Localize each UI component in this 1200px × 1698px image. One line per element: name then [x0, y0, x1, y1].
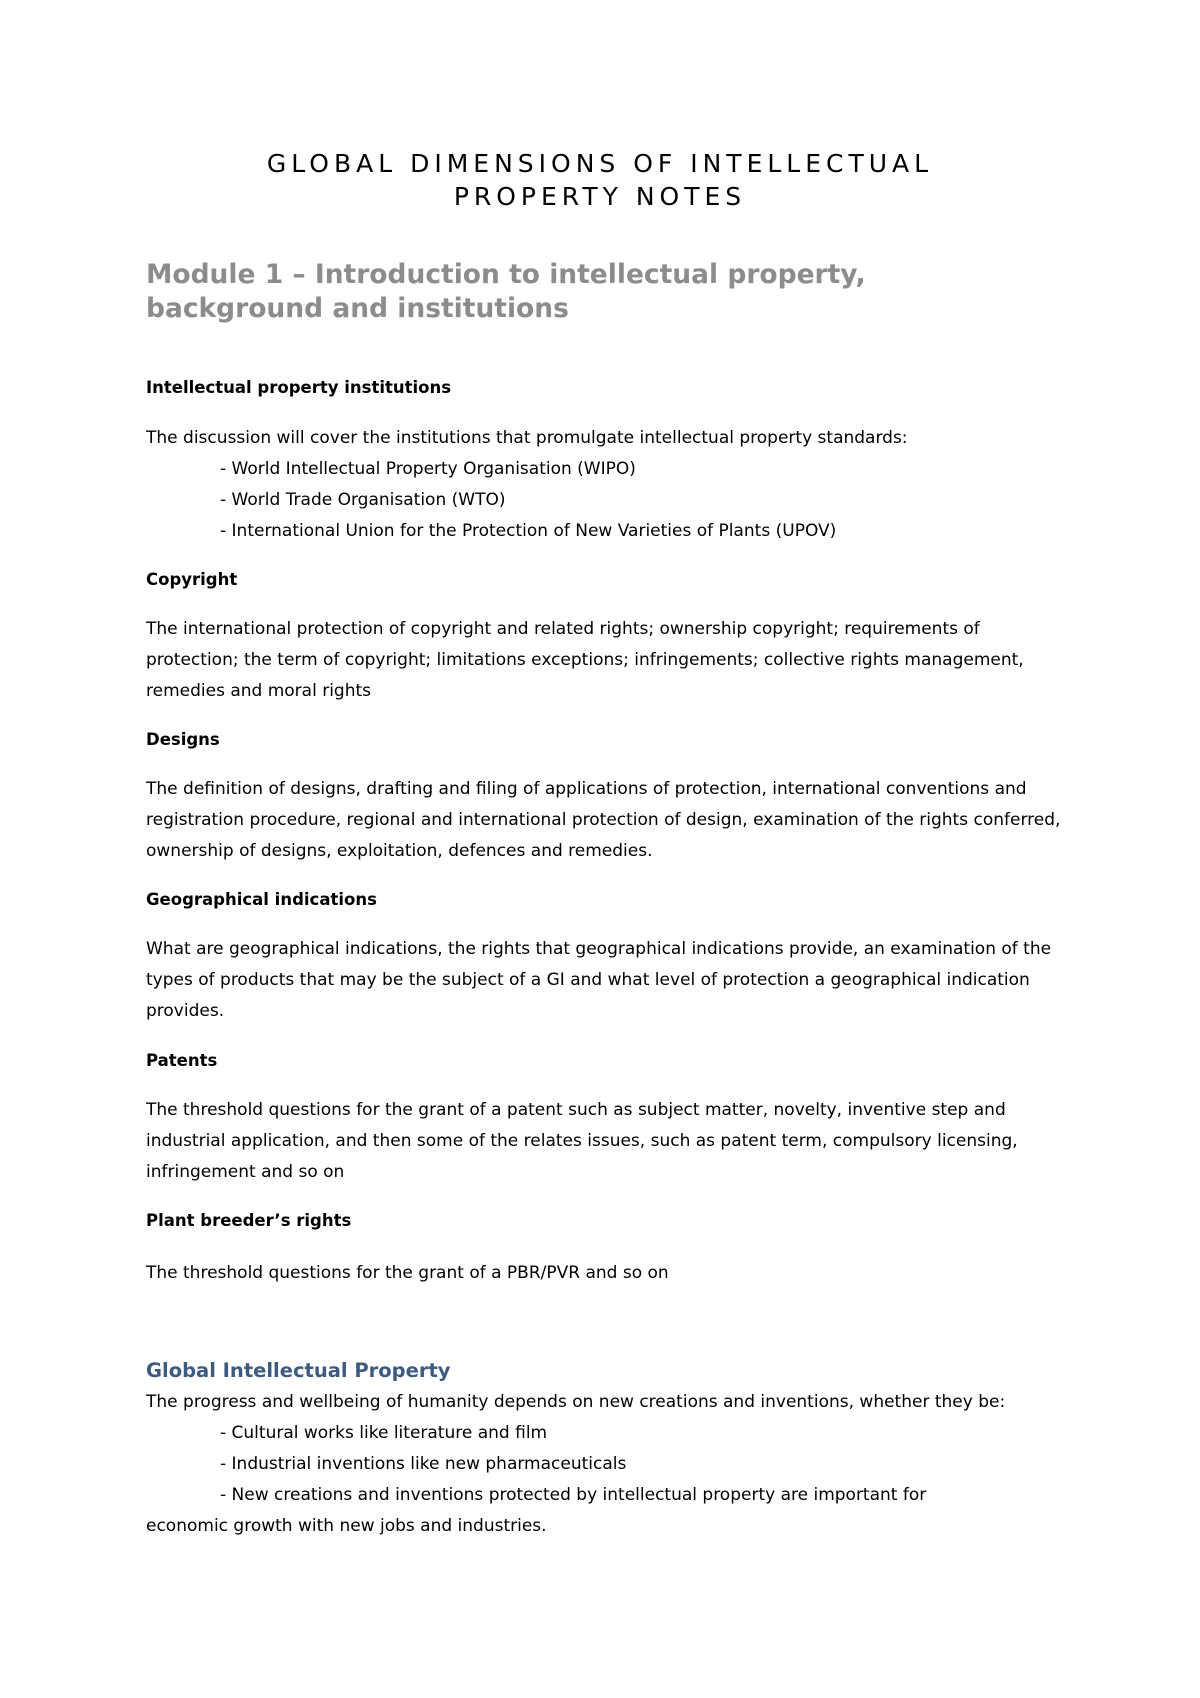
designs-heading: Designs — [146, 730, 220, 749]
patents-body: The threshold questions for the grant of a patent such as subject matter, novelty, inventive step and industrial application, and then some of the relates issues, such as patent term, compulsory licensing, infringement and so on — [146, 1100, 1018, 1182]
global-ip-intro: The progress and wellbeing of humanity depends on new creations and inventions, whether they be: — [146, 1392, 1006, 1412]
global-ip-continuation: economic growth with new jobs and industries. — [146, 1516, 547, 1536]
module-heading-line-2: background and institutions — [146, 293, 569, 324]
global-ip-item-new-creations: - New creations and inventions protected by intellectual property are important for — [220, 1485, 927, 1505]
institutions-item-wto: - World Trade Organisation (WTO) — [220, 490, 506, 510]
institutions-intro: The discussion will cover the institutions that promulgate intellectual property standards: — [146, 428, 908, 448]
plant-breeders-rights-heading: Plant breeder’s rights — [146, 1211, 352, 1230]
module-heading-line-1: Module 1 – Introduction to intellectual property, — [146, 259, 866, 290]
document-title-line-2: PROPERTY NOTES — [453, 182, 747, 211]
geographical-indications-body: What are geographical indications, the rights that geographical indications provide, an examination of the types of products that may be the subject of a GI and what level of protection a geographical indication provides. — [146, 939, 1052, 1021]
document-title-line-1: GLOBAL DIMENSIONS OF INTELLECTUAL — [266, 149, 934, 178]
global-ip-item-cultural: - Cultural works like literature and film — [220, 1423, 548, 1443]
global-ip-item-industrial: - Industrial inventions like new pharmaceuticals — [220, 1454, 627, 1474]
institutions-heading: Intellectual property institutions — [146, 378, 452, 397]
institutions-item-upov: - International Union for the Protection of New Varieties of Plants (UPOV) — [220, 521, 837, 541]
designs-body: The definition of designs, drafting and filing of applications of protection, international conventions and registration procedure, regional and international protection of design, examination of the rights conferred, ownership of designs, exploitation, defences and remedies. — [146, 779, 1061, 861]
plant-breeders-rights-body: The threshold questions for the grant of a PBR/PVR and so on — [146, 1263, 669, 1283]
geographical-indications-heading: Geographical indications — [146, 890, 377, 909]
institutions-item-wipo: - World Intellectual Property Organisation (WIPO) — [220, 459, 636, 479]
global-ip-heading: Global Intellectual Property — [146, 1359, 451, 1382]
copyright-body: The international protection of copyright and related rights; ownership copyright; requirements of protection; the term of copyright; limitations exceptions; infringements; collective rights management, remedies and moral rights — [146, 619, 1024, 701]
copyright-heading: Copyright — [146, 570, 238, 589]
patents-heading: Patents — [146, 1051, 218, 1070]
